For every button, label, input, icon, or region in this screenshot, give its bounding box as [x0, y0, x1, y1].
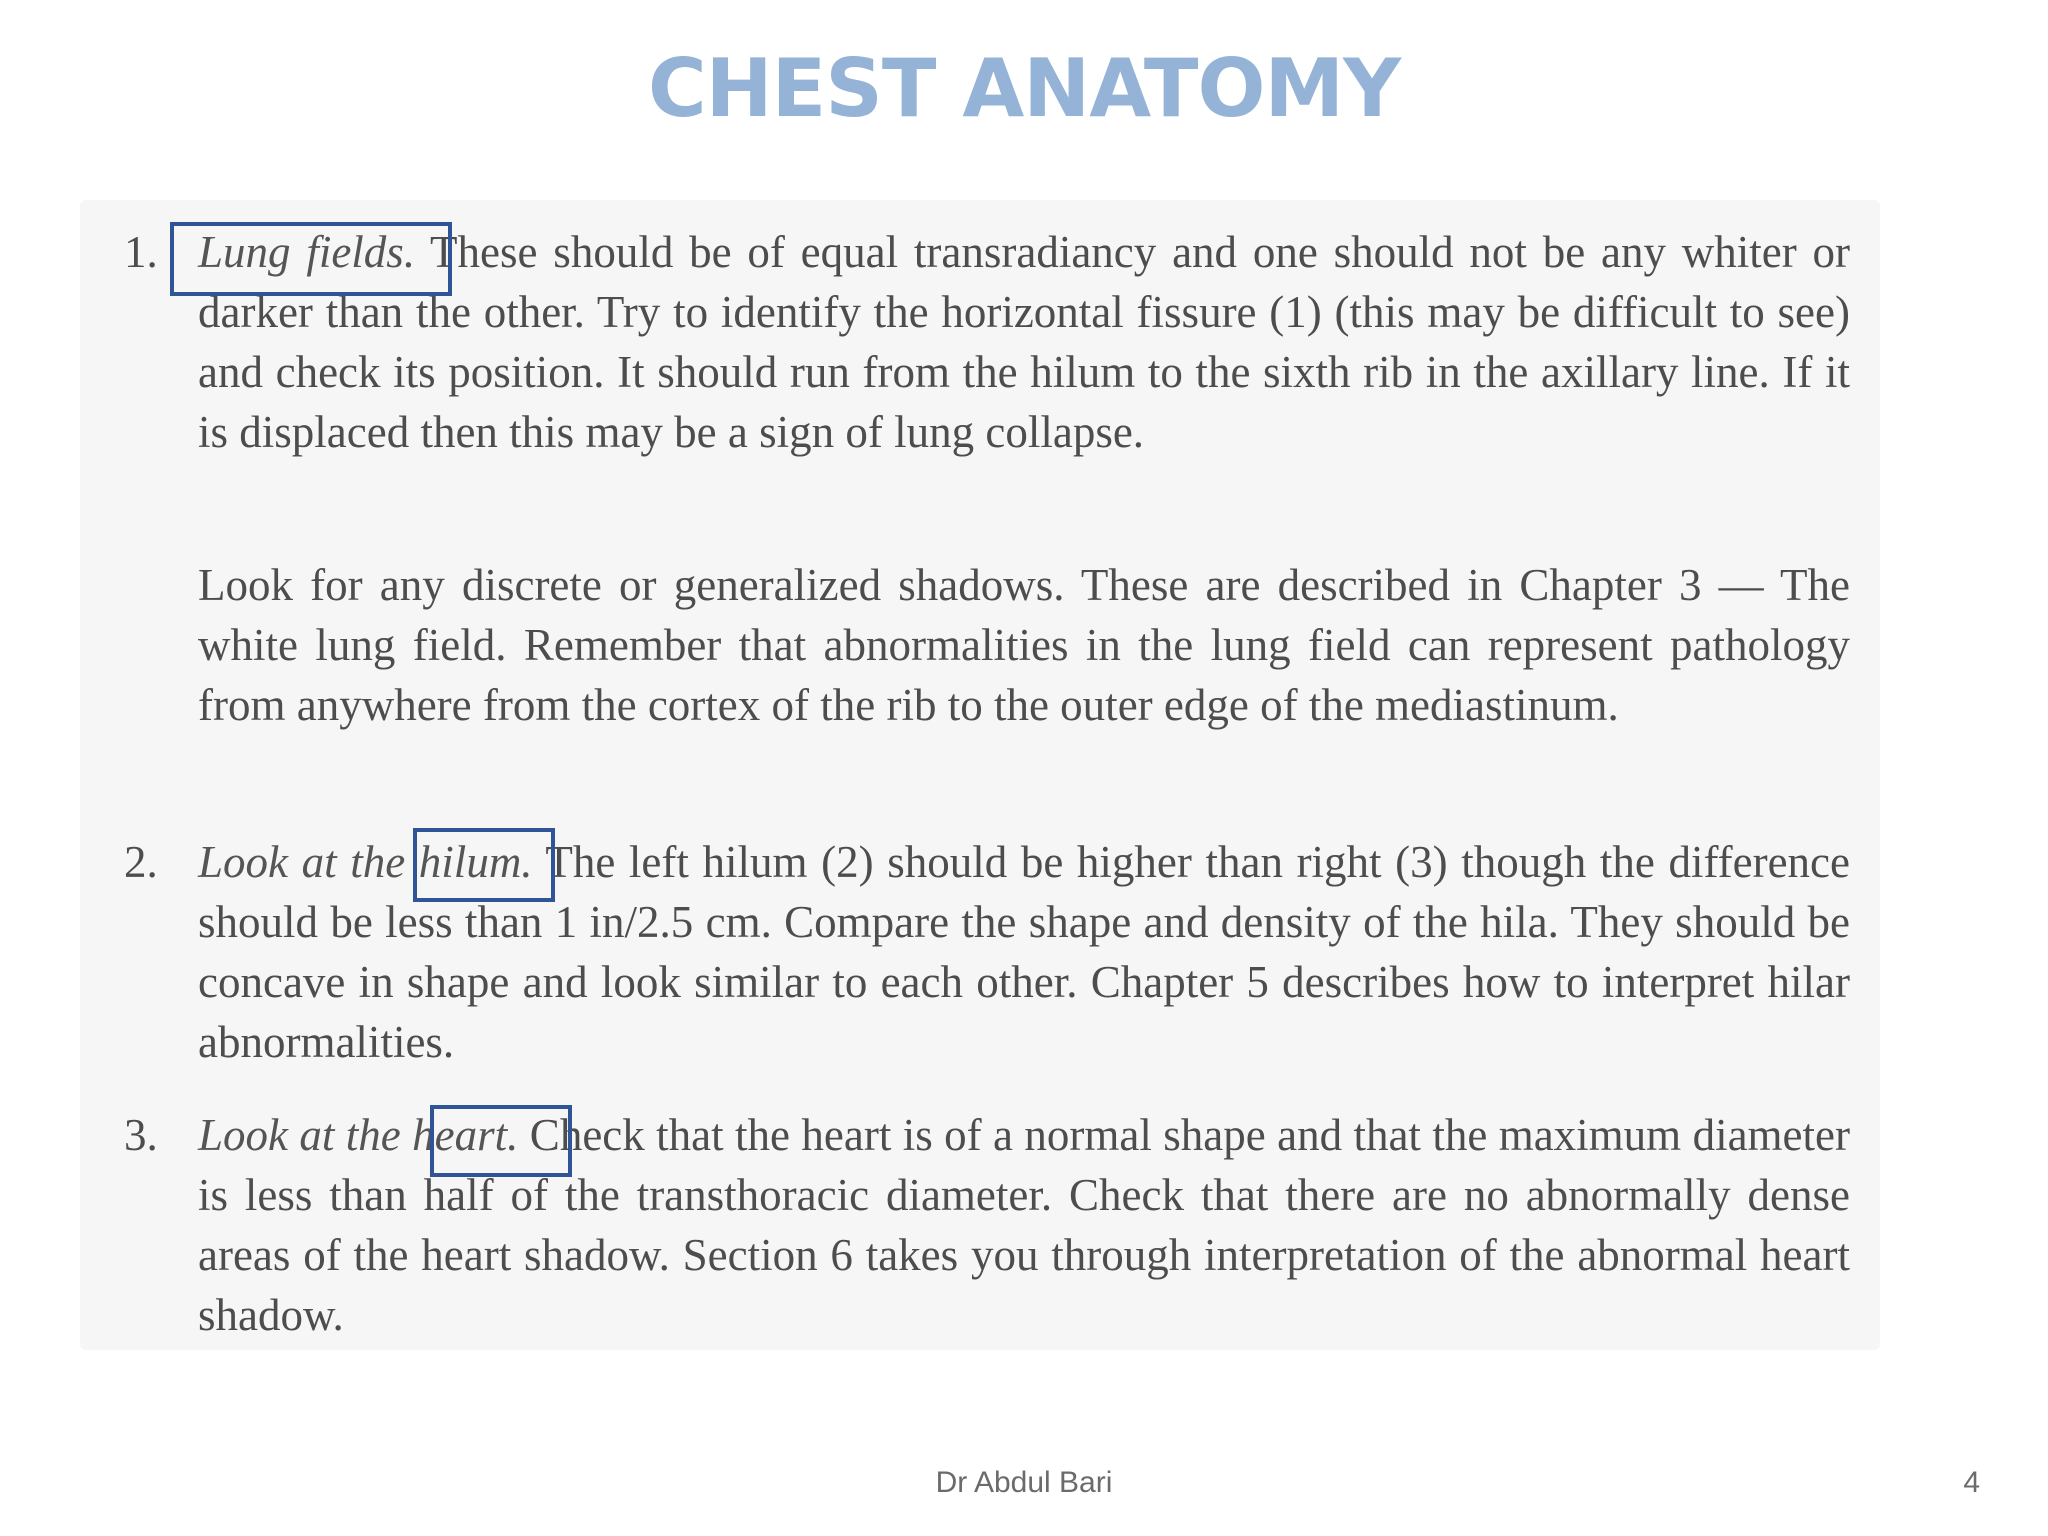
lead-hilum: Look at the hilum. — [198, 837, 533, 887]
text-shadows: Look for any discrete or generalized shadows. These are described in Chapter 3 — The white lung field. Remember that abnormalities in the lung field can represent pathology from anywhere from the cortex of the rib to the outer edge of the mediastinum. — [198, 560, 1850, 730]
slide-title: CHEST ANATOMY — [647, 42, 1401, 135]
text-hilum: The left hilum (2) should be higher than right (3) though the difference should be less than 1 in/2.5 cm. Compare the shape and density of the hila. They should be concave in shape and look similar to each other. Chapter 5 describes how to interpret hilar abnormalities. — [198, 837, 1850, 1067]
item-number-3: 3. — [124, 1110, 158, 1160]
text-lung-fields: These should be of equal transradiancy and one should not be any whiter or darker than the other. Try to identify the horizontal fissure (1) (this may be difficult to see) and check its position. It should run from the hilum to the sixth rib in the axillary line. If it is displaced then this may be a sign of lung collapse. — [198, 227, 1850, 457]
footer-author: Dr Abdul Bari — [935, 1466, 1113, 1499]
lead-heart: Look at the heart. — [198, 1110, 519, 1160]
slide-number: 4 — [1963, 1466, 1980, 1499]
item-number-2: 2. — [124, 837, 158, 887]
highlight-box-hilum — [413, 828, 555, 902]
item-number-1: 1. — [124, 227, 158, 277]
highlight-box-lung-fields — [170, 222, 452, 296]
highlight-box-heart — [430, 1105, 572, 1177]
lead-lung-fields: Lung fields. — [198, 227, 416, 277]
text-heart: Check that the heart is of a normal shape and that the maximum diameter is less than half of the transthoracic diameter. Check that there are no abnormally dense areas of the heart shadow. Section 6 takes you through interpretation of the abnormal heart shadow. — [198, 1110, 1850, 1340]
paragraph-shadows — [198, 555, 1850, 735]
